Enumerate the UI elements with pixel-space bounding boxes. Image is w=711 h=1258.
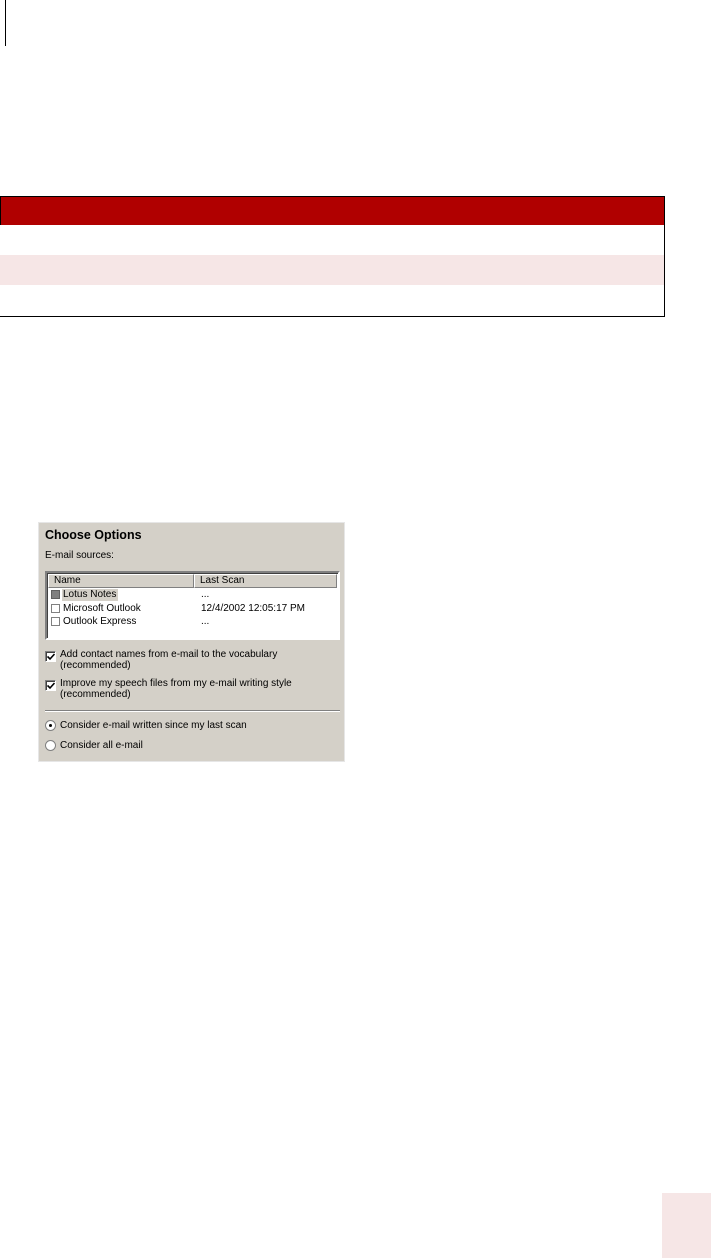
improve-speech-label xyxy=(60,678,292,700)
radio-label: Consider all e-mail xyxy=(60,740,143,751)
page-tab xyxy=(662,1193,711,1258)
list-item-outlook-express[interactable] xyxy=(49,616,337,630)
list-item-lotus-notes[interactable] xyxy=(49,589,337,603)
checkmark-icon xyxy=(47,682,55,690)
radio-all-email[interactable] xyxy=(45,740,143,751)
improve-speech-checkbox[interactable] xyxy=(45,680,56,691)
option-label-line: Add contact names from e-mail to the vocabulary xyxy=(60,649,278,660)
add-contacts-option[interactable] xyxy=(45,649,277,671)
radio-dot-icon xyxy=(49,724,52,727)
option-label-line: (recommended) xyxy=(60,660,131,671)
column-header-last-scan[interactable]: Last Scan xyxy=(194,574,337,588)
list-rows xyxy=(49,589,337,630)
option-label-line: Improve my speech files from my e-mail writing style xyxy=(60,678,292,689)
list-header xyxy=(48,574,337,588)
source-checkbox[interactable] xyxy=(51,604,60,613)
source-checkbox[interactable] xyxy=(51,617,60,626)
margin-rule xyxy=(5,0,6,46)
checkmark-icon xyxy=(47,653,55,661)
source-last-scan: ... xyxy=(201,616,210,627)
table-row xyxy=(0,255,664,285)
radio-since-last-scan[interactable] xyxy=(45,720,247,731)
table-header-row xyxy=(0,196,664,225)
add-contacts-checkbox[interactable] xyxy=(45,651,56,662)
table-row xyxy=(0,225,664,255)
panel-title: Choose Options xyxy=(45,528,142,542)
source-name: Lotus Notes xyxy=(63,589,117,600)
source-checkbox[interactable] xyxy=(51,590,60,599)
table-row xyxy=(0,285,664,315)
column-header-name[interactable]: Name xyxy=(48,574,194,588)
source-last-scan: 12/4/2002 12:05:17 PM xyxy=(201,602,305,614)
separator xyxy=(45,710,340,712)
add-contacts-label xyxy=(60,649,277,671)
source-name: Microsoft Outlook xyxy=(63,602,141,614)
red-table xyxy=(0,196,665,317)
email-sources-list[interactable] xyxy=(45,571,340,640)
radio-label: Consider e-mail written since my last scan xyxy=(60,720,247,731)
source-name: Outlook Express xyxy=(63,616,137,627)
radio-button-selected[interactable] xyxy=(45,720,56,731)
list-item-microsoft-outlook[interactable] xyxy=(49,603,337,617)
email-sources-label: E-mail sources: xyxy=(45,550,114,561)
source-last-scan: ... xyxy=(201,589,210,600)
improve-speech-option[interactable] xyxy=(45,678,292,700)
choose-options-panel xyxy=(38,522,345,762)
option-label-line: (recommended) xyxy=(60,689,131,700)
radio-button[interactable] xyxy=(45,740,56,751)
